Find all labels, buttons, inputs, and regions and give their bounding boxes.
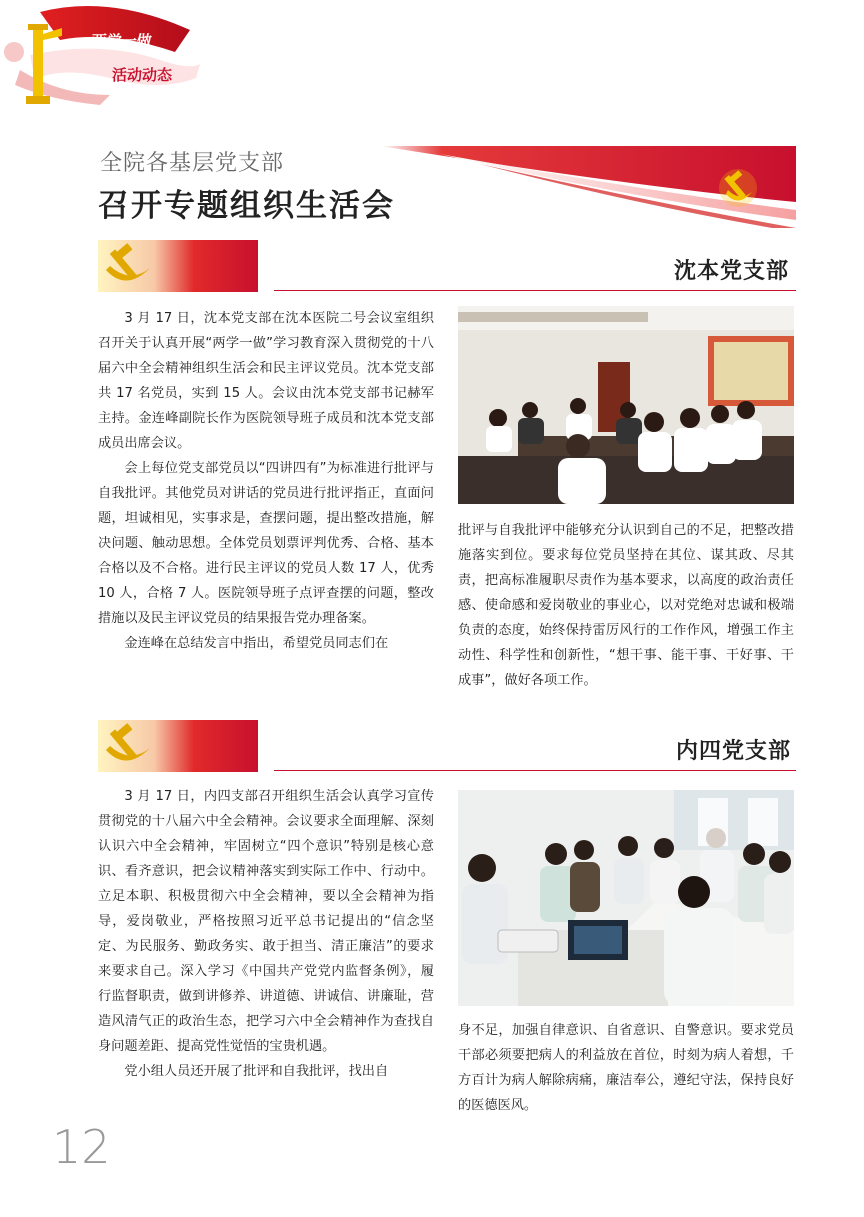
section1-flag (98, 240, 258, 292)
section1-paragraph-4: 批评与自我批评中能够充分认识到自己的不足，把整改措施落实到位。要求每位党员坚持在其位、谋其政、尽其责，把高标准履职尽责作为基本要求，以高度的政治责任感、使命感和爱岗敬业的事业心，以对党绝对忠诚和极端负责的态度，始终保持雷厉风行的工作作风，增强工作主动性、科学性和创新性，“想干事、能干事、干好事、干成事”，做好各项工作。 (458, 523, 794, 688)
section2-paragraph-2: 党小组人员还开展了批评和自我批评，找出自 (124, 1064, 389, 1079)
section2-paragraph-3: 身不足，加强自律意识、自省意识、自警意识。要求党员干部必须要把病人的利益放在首位，时刻为病人着想，千方百计为病人解除病痛，廉洁奉公，遵纪守法，保持良好的医德医风。 (458, 1023, 794, 1113)
header-ribbon (0, 0, 230, 110)
section2-flag (98, 720, 258, 772)
section2-meeting-photo (458, 790, 794, 1006)
section1-rule (274, 290, 796, 291)
section1-paragraph-1: 3 月 17 日，沈本党支部在沈本医院二号会议室组织召开关于认真开展“两学一做”学习教育深入贯彻党的十八届六中全会精神组织生活会和民主评议党员。沈本党支部共 17 名党员，实到 15 人。会议由沈本党支部书记赫军主持。金连峰副院长作为医院领导班子成员和沈本党支部成员出席会议。 (98, 311, 434, 451)
section1-meeting-photo (458, 306, 794, 504)
section1-right-column (458, 518, 794, 693)
header-line2: 活动动态 (112, 66, 173, 84)
section2-paragraph-1: 3 月 17 日，内四支部召开组织生活会认真学习宣传贯彻党的十八届六中全会精神。会议要求全面理解、深刻认识六中全会精神，牢固树立“四个意识”特别是核心意识、看齐意识，把会议精神落实到实际工作中、行动中。立足本职、积极贯彻六中全会精神，要以全会精神为指导，爱岗敬业，严格按照习近平总书记提出的“信念坚定、为民服务、勤政务实、敢于担当、清正廉洁”的要求来要求自己。深入学习《中国共产党党内监督条例》，履行监督职责，做到讲修养、讲道德、讲诚信、讲廉耻，营造风清气正的政治生态，把学习六中全会精神作为查找自身问题差距、提高党性觉悟的宝贵机遇。 (98, 789, 434, 1054)
section1-paragraph-3: 金连峰在总结发言中指出，希望党员同志们在 (124, 636, 389, 651)
section1-title: 沈本党支部 (674, 258, 790, 284)
title-banner (380, 146, 796, 228)
page-number: 12 (52, 1120, 111, 1174)
section2-right-column (458, 1018, 794, 1118)
section1-paragraph-2: 会上每位党支部党员以“四讲四有”为标准进行批评与自我批评。其他党员对讲话的党员进行批评指正，直面问题，坦诚相见，实事求是，查摆问题，提出整改措施，解决问题、触动思想。全体党员划票评判优秀、合格、基本合格以及不合格。进行民主评议的党员人数 17 人，优秀 10 人，合格 7 人。医院领导班子点评查摆的问题，整改措施以及民主评议党员的结果报告党办理备案。 (98, 461, 434, 626)
party-emblem-icon (719, 169, 757, 207)
section1-left-column (98, 306, 434, 656)
section2-left-column (98, 784, 434, 1084)
section2-title: 内四党支部 (676, 738, 792, 764)
title-subtitle: 全院各基层党支部 (100, 151, 285, 176)
page-title: 召开专题组织生活会 (98, 188, 395, 224)
header-line1: 两学一做 (92, 32, 153, 50)
section2-rule (274, 770, 796, 771)
